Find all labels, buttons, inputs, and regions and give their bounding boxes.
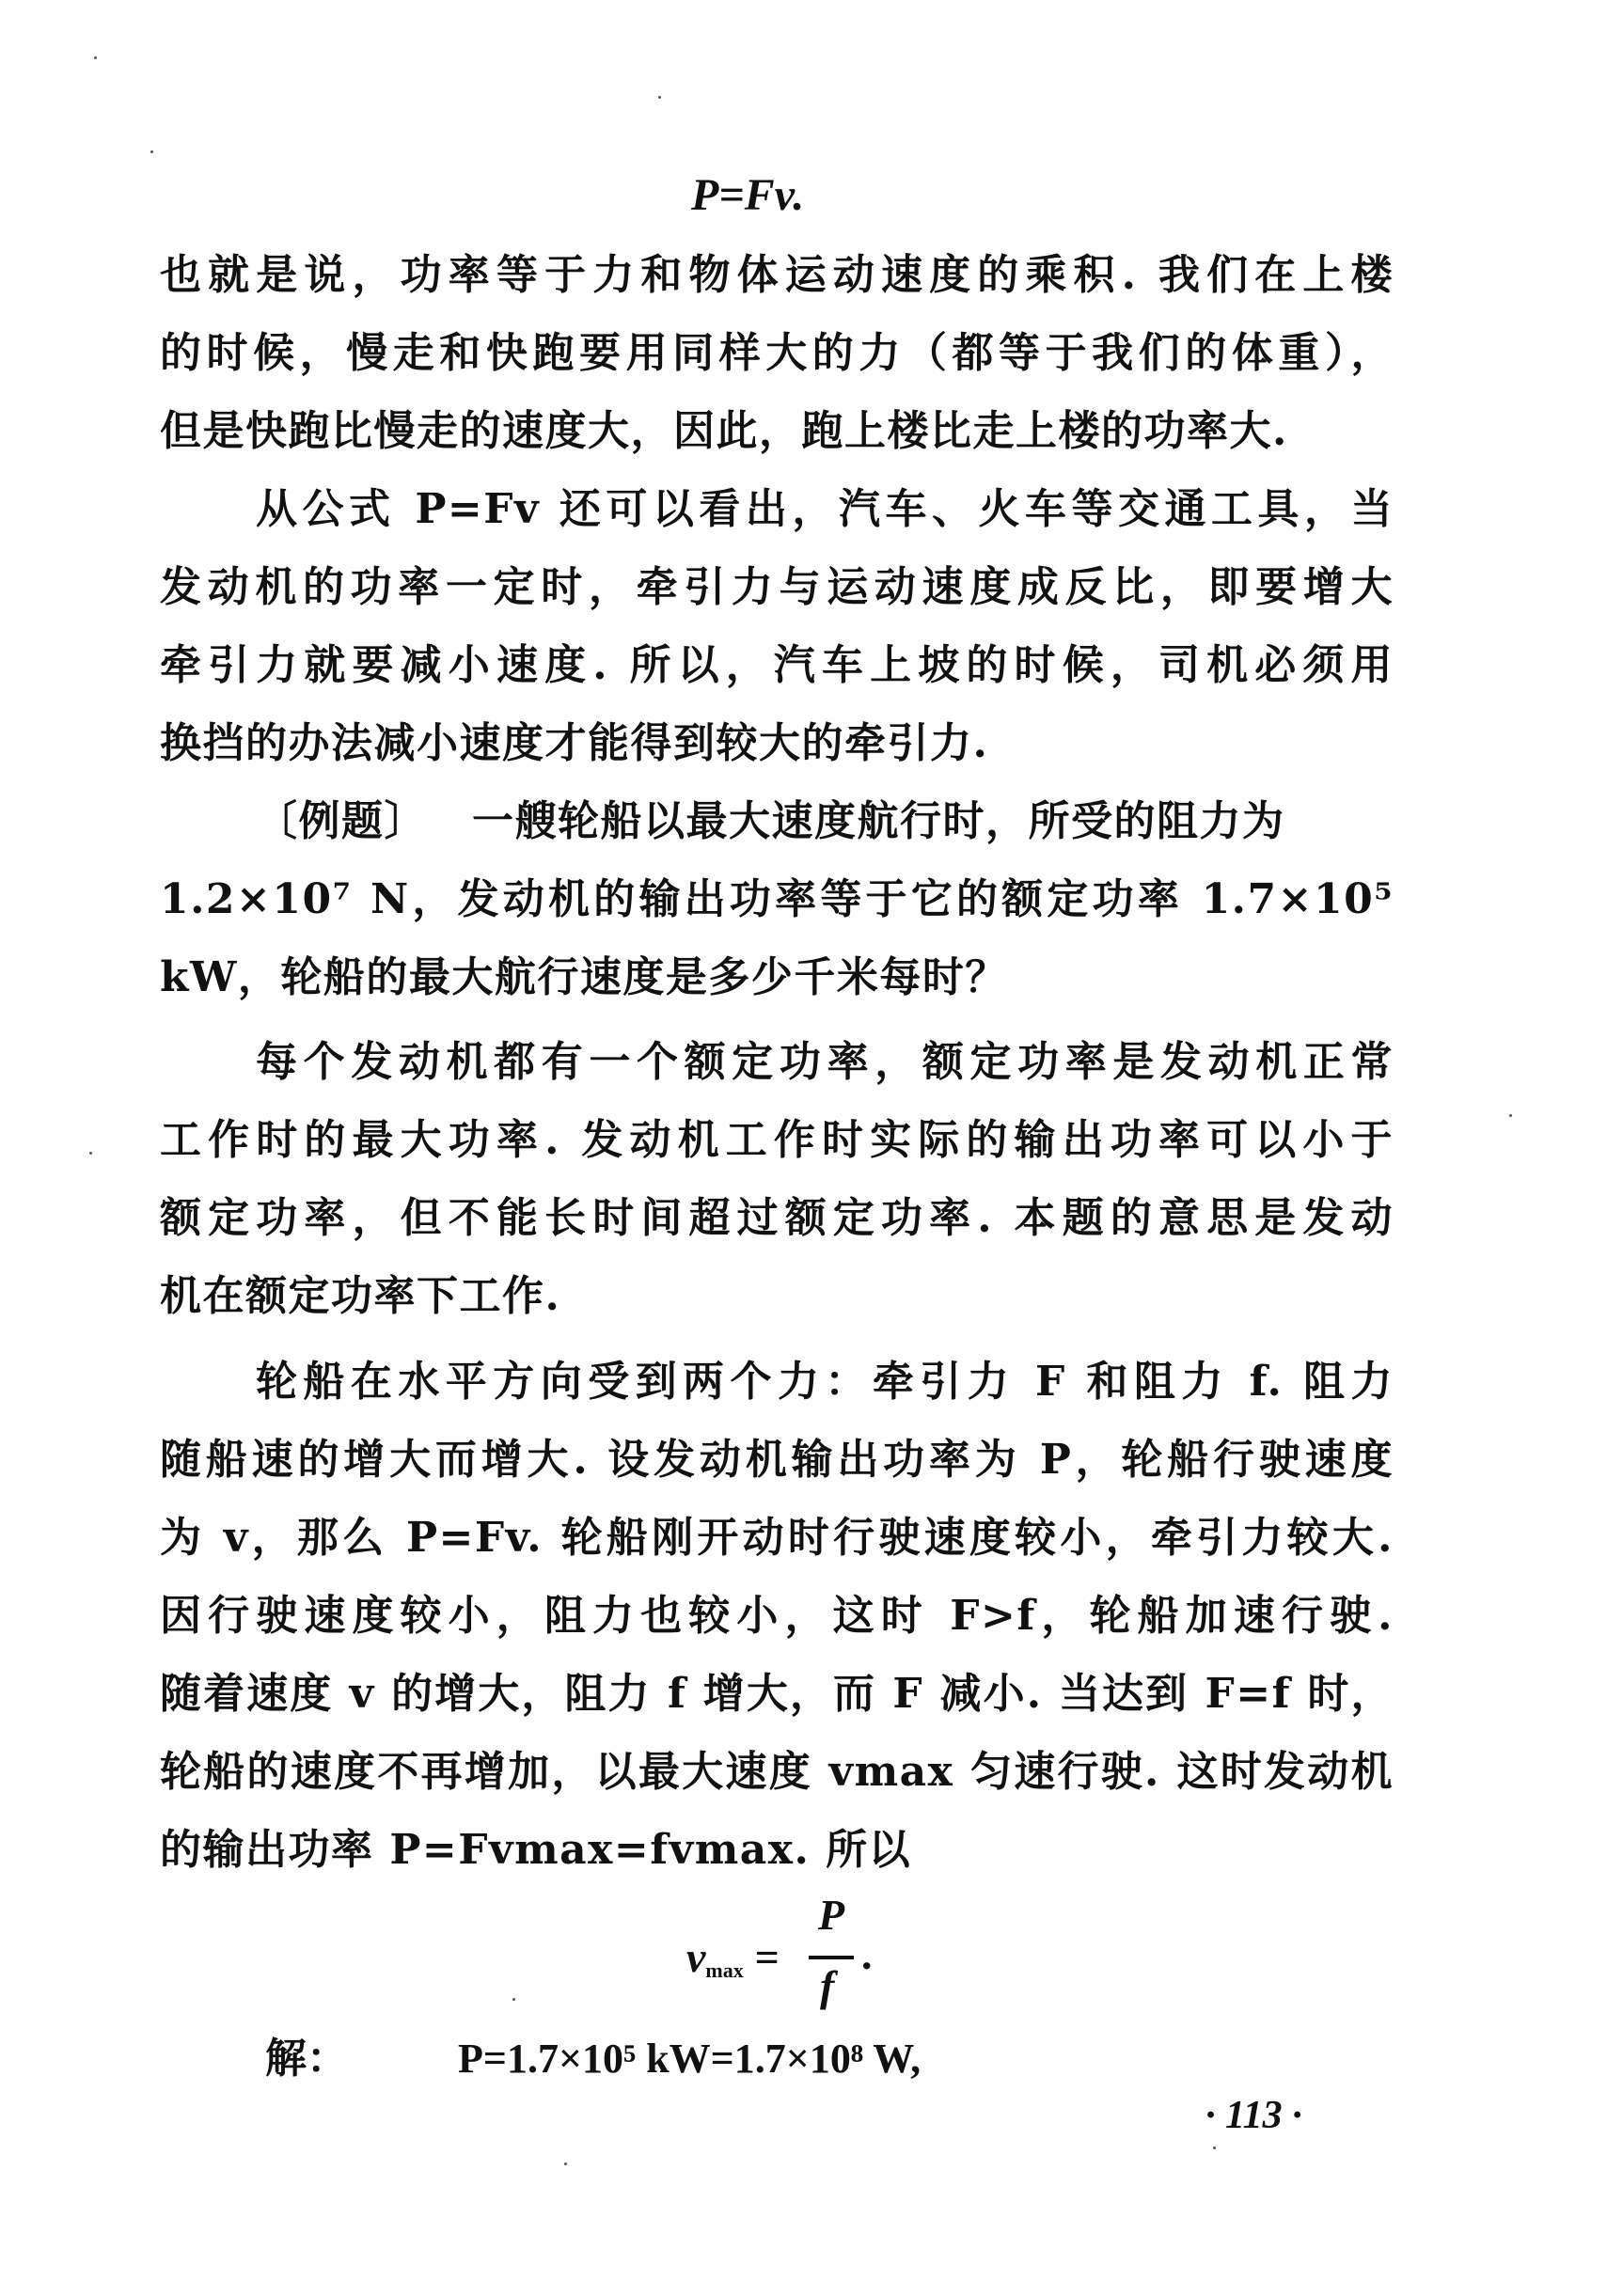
text-line: 牵引力就要减小速度. 所以，汽车上坡的时候，司机必须用 xyxy=(160,641,1394,689)
text-line: 发动机的功率一定时，牵引力与运动速度成反比，即要增大 xyxy=(160,563,1394,611)
example-line xyxy=(256,784,1394,859)
text-line: 随船速的增大而增大. 设发动机输出功率为 P，轮船行驶速度 xyxy=(160,1436,1394,1484)
solution-label: 解： xyxy=(265,2035,348,2083)
fraction-bar xyxy=(809,1956,854,1959)
example-label: 〔例题〕 xyxy=(256,797,427,845)
text-line: 从公式 P=Fv 还可以看出，汽车、火车等交通工具，当 xyxy=(256,485,1394,533)
text-line: 为 v，那么 P=Fv. 轮船刚开动时行驶速度较小，牵引力较大. xyxy=(160,1514,1394,1562)
example-text: 一艘轮船以最大速度航行时，所受的阻力为 xyxy=(472,797,1285,845)
solution-expression: P=1.7×10⁵ kW=1.7×10⁸ W, xyxy=(458,2036,922,2082)
text-line: 每个发动机都有一个额定功率，额定功率是发动机正常 xyxy=(256,1038,1394,1086)
scan-speck xyxy=(512,1998,515,2001)
text-line: 机在额定功率下工作. xyxy=(160,1272,561,1320)
text-line: 的输出功率 P=Fvmax=fvmax. 所以 xyxy=(160,1826,912,1874)
text-line: 随着速度 v 的增大，阻力 f 增大，而 F 减小. 当达到 F=f 时， xyxy=(160,1670,1394,1718)
text-line: 的时候，慢走和快跑要用同样大的力（都等于我们的体重）， xyxy=(160,329,1394,377)
text-line: 轮船在水平方向受到两个力：牵引力 F 和阻力 f. 阻力 xyxy=(256,1358,1394,1406)
text-line: kW，轮船的最大航行速度是多少千米每时？ xyxy=(160,953,1008,1001)
text-line: 也就是说，功率等于力和物体运动速度的乘积. 我们在上楼 xyxy=(160,251,1394,299)
formula-power: P=Fv. xyxy=(691,170,805,220)
scan-speck xyxy=(1509,1114,1512,1117)
scan-speck xyxy=(94,56,97,59)
text-line: 额定功率，但不能长时间超过额定功率. 本题的意思是发动 xyxy=(160,1194,1394,1242)
solution-line xyxy=(265,2021,921,2097)
text-line: 因行驶速度较小，阻力也较小，这时 F>f，轮船加速行驶. xyxy=(160,1592,1394,1640)
text-line: 但是快跑比慢走的速度大，因此，跑上楼比走上楼的功率大. xyxy=(160,407,1288,455)
text-line: 工作时的最大功率. 发动机工作时实际的输出功率可以小于 xyxy=(160,1116,1394,1164)
text-line: 轮船的速度不再增加，以最大速度 vmax 匀速行驶. 这时发动机 xyxy=(160,1748,1394,1796)
text-line: 1.2×10⁷ N，发动机的输出功率等于它的额定功率 1.7×10⁵ xyxy=(160,875,1394,923)
scan-speck xyxy=(564,2162,567,2165)
formula-period: . xyxy=(861,1930,873,1978)
scan-speck xyxy=(150,150,153,153)
text-line: 换挡的办法减小速度才能得到较大的牵引力. xyxy=(160,719,989,767)
formula-lhs: $v_{max}$ = xyxy=(686,1933,780,1982)
formula-numerator: P xyxy=(818,1891,845,1939)
scan-speck xyxy=(1213,2147,1216,2149)
formula-denominator: f xyxy=(820,1962,835,2010)
page-number: · 113 · xyxy=(1205,2094,1302,2137)
scan-speck xyxy=(89,1152,92,1155)
scan-speck xyxy=(658,96,661,99)
